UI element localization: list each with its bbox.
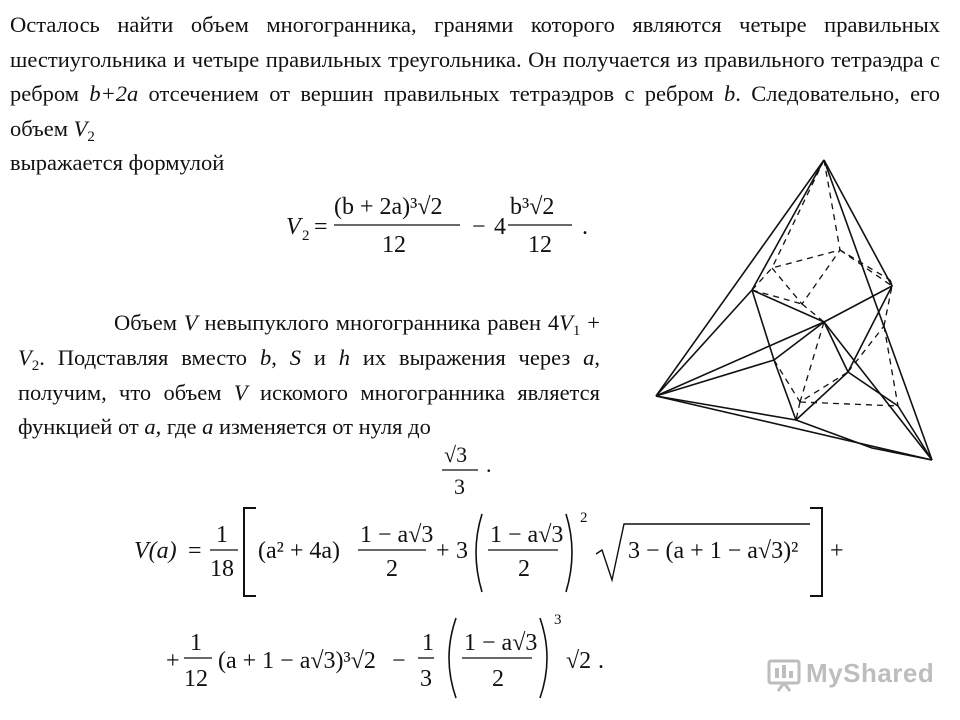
frac2-den: 12 (184, 666, 208, 692)
variable: a (583, 344, 595, 370)
frac-num-a: 1 − a√3 (360, 522, 434, 548)
variable-index: 2 (31, 357, 40, 374)
term2: (a + 1 − a√3)³√2 (218, 648, 376, 674)
term1: (a² + 4a) (258, 538, 341, 564)
text-segment: , получим, что объем (18, 344, 600, 405)
text-segment: искомого многогранника является функцией от (18, 379, 601, 440)
left-paren (476, 514, 482, 592)
text-segment: . Следовательно, его объем (10, 81, 941, 141)
text-segment: + (580, 310, 600, 335)
limit-dot: . (486, 452, 492, 477)
text-segment: их выражения через (349, 344, 584, 370)
text-segment: , где (155, 414, 203, 440)
formula-v2-coef: 4 (494, 214, 506, 240)
variable-index: 1 (572, 323, 581, 339)
formula-va (130, 500, 850, 705)
variable: a (144, 414, 156, 440)
formula-v2-den1: 12 (382, 232, 406, 258)
right-paren (566, 514, 572, 592)
text-segment: выражается формулой (10, 150, 225, 175)
formula-v2-dot: . (582, 214, 588, 240)
edge-variable: b (724, 81, 736, 106)
exp2: 2 (580, 510, 588, 526)
line2-plus: + (166, 648, 180, 674)
exp3: 3 (554, 612, 562, 628)
text-segment: отсечением от вершин правильных тетраэдров с ребром (138, 81, 725, 106)
frac-den-b: 2 (518, 556, 530, 582)
right-bracket (810, 508, 822, 596)
trailing-plus: + (830, 538, 844, 564)
text-segment: . Подставляя вместо (39, 344, 260, 370)
text-segment: изменяется от нуля до (213, 414, 431, 440)
coef3: 3 (456, 538, 468, 564)
formula-v2-lhs: V (286, 214, 301, 240)
text-segment: невыпуклого многогранника равен 4 (197, 310, 560, 335)
va-equals: = (188, 538, 202, 564)
left-paren (449, 618, 456, 698)
logo-brand: MyShared (806, 658, 935, 688)
right-paren (540, 618, 547, 698)
formula-v2-equals: = (314, 214, 328, 240)
text-segment: Объем (114, 310, 184, 335)
formula-v2-num1: (b + 2a)³√2 (334, 194, 443, 220)
formula-v2 (282, 190, 612, 262)
va-minus: − (392, 648, 406, 674)
paragraph-volume (18, 306, 600, 445)
frac1-num: 1 (216, 522, 228, 548)
limit-fraction (436, 438, 506, 500)
va-lhs: V(a) (134, 538, 177, 564)
va-plus: + (436, 538, 450, 564)
text-segment: Осталось найти объем многогранника, гранями которого являются четыре правильных шестиугольника и четыре правильных треугольника. Он получается из правильного тетраэдра с ребром (10, 12, 940, 106)
variable: V (18, 344, 32, 370)
frac-den-a: 2 (386, 556, 398, 582)
myshared-logo (766, 655, 936, 695)
variable: a (202, 414, 214, 440)
volume-variable: V (73, 115, 88, 141)
va-dot: . (598, 648, 604, 674)
formula-v2-num2: b³√2 (510, 194, 555, 220)
text-segment: и (300, 344, 339, 370)
frac-num-b: 1 − a√3 (490, 522, 564, 548)
polyhedron-figure (652, 158, 942, 468)
edge-expression: b+2a (89, 81, 139, 106)
variable: V (559, 310, 573, 335)
volume-index: 2 (87, 128, 95, 145)
limit-denominator: 3 (454, 474, 465, 499)
text-segment: , (271, 344, 290, 370)
presentation-icon (766, 657, 802, 693)
variable: V (183, 310, 198, 335)
frac1-den: 18 (210, 556, 234, 582)
formula-v2-den2: 12 (528, 232, 552, 258)
paragraph-intro (10, 8, 940, 181)
sqrt-body: 3 − (a + 1 − a√3)² (628, 538, 799, 564)
limit-numerator: √3 (444, 442, 468, 467)
frac-num-c: 1 − a√3 (464, 630, 538, 656)
variable: V (233, 379, 248, 405)
formula-v2-minus: − (472, 214, 486, 240)
variable: b (259, 344, 272, 370)
formula-v2-lhs-index: 2 (302, 228, 310, 244)
frac-den-c: 2 (492, 666, 504, 692)
variable: S (289, 344, 301, 370)
frac3-den: 3 (420, 666, 432, 692)
frac3-num: 1 (422, 630, 434, 656)
variable: h (338, 344, 350, 370)
frac2-num: 1 (190, 630, 202, 656)
left-bracket (244, 508, 256, 596)
root-tail: √2 (566, 648, 592, 674)
